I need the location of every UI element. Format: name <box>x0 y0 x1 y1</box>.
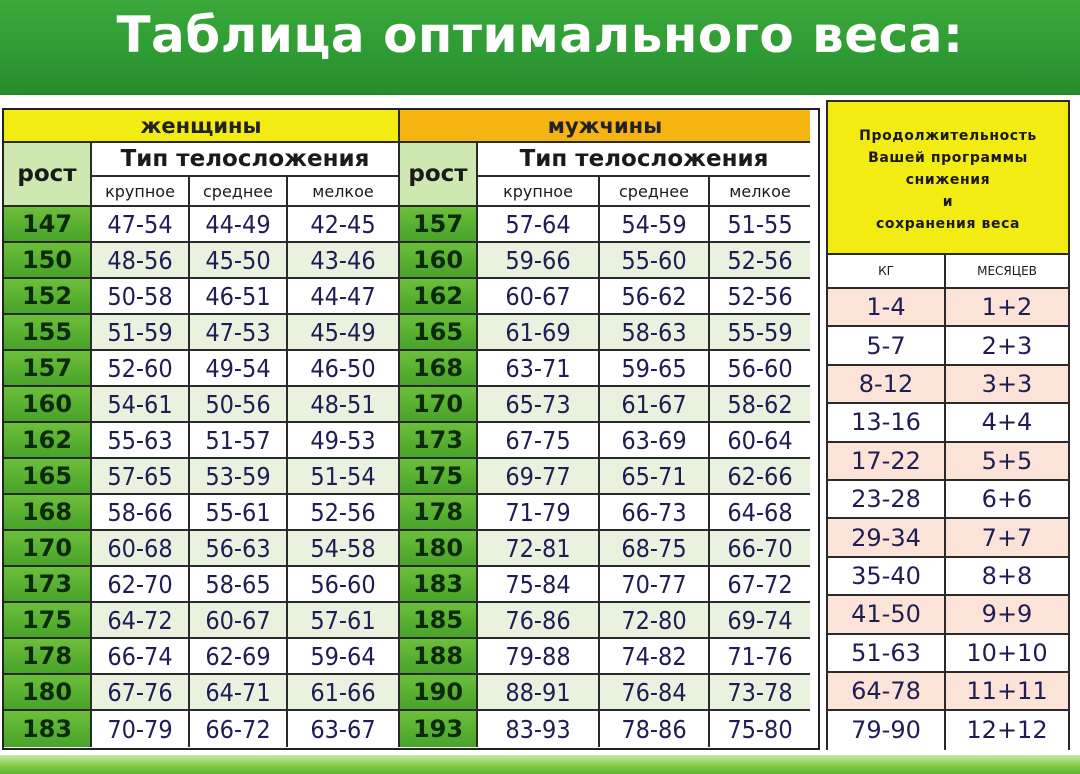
women-weight-cell: 44-47 <box>288 279 400 315</box>
women-height-header: рост <box>4 143 92 207</box>
women-weight-cell: 53-59 <box>190 459 288 495</box>
women-weight-cell: 64-72 <box>92 603 190 639</box>
women-weight-cell: 57-65 <box>92 459 190 495</box>
women-height-cell: 175 <box>4 603 92 639</box>
women-height-cell: 157 <box>4 351 92 387</box>
women-weight-cell: 52-60 <box>92 351 190 387</box>
program-months-cell: 6+6 <box>946 481 1068 519</box>
men-height-cell: 188 <box>400 639 478 675</box>
men-weight-cell: 52-56 <box>710 279 810 315</box>
months-column-header: МЕСЯЦЕВ <box>946 255 1068 289</box>
program-kg-cell: 17-22 <box>828 443 946 481</box>
men-weight-cell: 71-79 <box>478 495 600 531</box>
women-weight-cell: 50-58 <box>92 279 190 315</box>
men-weight-cell: 65-73 <box>478 387 600 423</box>
men-height-cell: 193 <box>400 711 478 747</box>
men-weight-cell: 54-59 <box>600 207 710 243</box>
men-weight-cell: 57-64 <box>478 207 600 243</box>
men-weight-cell: 65-71 <box>600 459 710 495</box>
men-height-cell: 165 <box>400 315 478 351</box>
men-height-cell: 183 <box>400 567 478 603</box>
women-height-cell: 160 <box>4 387 92 423</box>
program-kg-cell: 5-7 <box>828 327 946 365</box>
men-weight-cell: 71-76 <box>710 639 810 675</box>
women-weight-cell: 45-49 <box>288 315 400 351</box>
program-kg-cell: 35-40 <box>828 558 946 596</box>
program-kg-cell: 64-78 <box>828 673 946 711</box>
men-height-header: рост <box>400 143 478 207</box>
women-height-cell: 162 <box>4 423 92 459</box>
women-weight-cell: 70-79 <box>92 711 190 747</box>
men-weight-cell: 59-65 <box>600 351 710 387</box>
program-title-line: снижения <box>905 171 991 188</box>
women-weight-cell: 51-57 <box>190 423 288 459</box>
men-height-cell: 160 <box>400 243 478 279</box>
women-weight-cell: 61-66 <box>288 675 400 711</box>
program-kg-cell: 51-63 <box>828 635 946 673</box>
women-weight-cell: 56-60 <box>288 567 400 603</box>
women-height-cell: 147 <box>4 207 92 243</box>
program-kg-cell: 41-50 <box>828 596 946 634</box>
men-build-label: среднее <box>600 177 710 207</box>
men-height-cell: 190 <box>400 675 478 711</box>
men-height-cell: 168 <box>400 351 478 387</box>
women-weight-cell: 54-61 <box>92 387 190 423</box>
women-weight-cell: 58-65 <box>190 567 288 603</box>
women-height-cell: 173 <box>4 567 92 603</box>
women-weight-cell: 51-54 <box>288 459 400 495</box>
program-months-cell: 9+9 <box>946 596 1068 634</box>
men-build-label: мелкое <box>710 177 810 207</box>
women-height-cell: 150 <box>4 243 92 279</box>
men-weight-cell: 61-67 <box>600 387 710 423</box>
men-weight-cell: 67-75 <box>478 423 600 459</box>
women-weight-cell: 52-56 <box>288 495 400 531</box>
program-months-cell: 11+11 <box>946 673 1068 711</box>
men-weight-cell: 70-77 <box>600 567 710 603</box>
men-weight-cell: 75-84 <box>478 567 600 603</box>
program-months-cell: 5+5 <box>946 443 1068 481</box>
program-kg-cell: 29-34 <box>828 519 946 557</box>
program-kg-cell: 23-28 <box>828 481 946 519</box>
men-weight-cell: 55-59 <box>710 315 810 351</box>
women-weight-cell: 46-51 <box>190 279 288 315</box>
men-weight-cell: 68-75 <box>600 531 710 567</box>
program-title-line: Вашей программы <box>868 149 1028 166</box>
program-months-cell: 8+8 <box>946 558 1068 596</box>
women-weight-cell: 59-64 <box>288 639 400 675</box>
men-weight-cell: 66-73 <box>600 495 710 531</box>
men-weight-cell: 72-80 <box>600 603 710 639</box>
women-header: женщины <box>4 110 400 143</box>
women-height-cell: 180 <box>4 675 92 711</box>
men-weight-cell: 52-56 <box>710 243 810 279</box>
women-weight-cell: 55-63 <box>92 423 190 459</box>
women-weight-cell: 50-56 <box>190 387 288 423</box>
men-weight-cell: 66-70 <box>710 531 810 567</box>
men-height-cell: 162 <box>400 279 478 315</box>
men-weight-cell: 58-63 <box>600 315 710 351</box>
women-build-label: мелкое <box>288 177 400 207</box>
men-weight-cell: 69-74 <box>710 603 810 639</box>
men-weight-cell: 64-68 <box>710 495 810 531</box>
women-weight-cell: 47-53 <box>190 315 288 351</box>
women-weight-cell: 56-63 <box>190 531 288 567</box>
page-title: Таблица оптимального веса: <box>116 6 964 64</box>
men-weight-cell: 76-86 <box>478 603 600 639</box>
women-weight-cell: 60-68 <box>92 531 190 567</box>
men-weight-cell: 56-62 <box>600 279 710 315</box>
men-height-cell: 178 <box>400 495 478 531</box>
men-height-cell: 175 <box>400 459 478 495</box>
men-weight-cell: 73-78 <box>710 675 810 711</box>
program-title-line: Продолжительность <box>859 127 1037 144</box>
women-height-cell: 152 <box>4 279 92 315</box>
men-weight-cell: 67-72 <box>710 567 810 603</box>
men-weight-cell: 83-93 <box>478 711 600 747</box>
program-months-cell: 10+10 <box>946 635 1068 673</box>
program-months-cell: 2+3 <box>946 327 1068 365</box>
men-header: мужчины <box>400 110 810 143</box>
men-weight-cell: 74-82 <box>600 639 710 675</box>
men-weight-cell: 62-66 <box>710 459 810 495</box>
women-weight-cell: 62-70 <box>92 567 190 603</box>
men-build-label: крупное <box>478 177 600 207</box>
program-duration-table <box>826 100 1070 750</box>
women-weight-cell: 64-71 <box>190 675 288 711</box>
footer-stripe <box>0 755 1080 774</box>
women-weight-cell: 55-61 <box>190 495 288 531</box>
women-weight-cell: 42-45 <box>288 207 400 243</box>
program-months-cell: 12+12 <box>946 711 1068 749</box>
women-weight-cell: 57-61 <box>288 603 400 639</box>
program-kg-cell: 1-4 <box>828 289 946 327</box>
title-banner <box>0 0 1080 95</box>
women-weight-cell: 44-49 <box>190 207 288 243</box>
men-weight-cell: 76-84 <box>600 675 710 711</box>
program-title <box>828 102 1068 255</box>
women-height-cell: 183 <box>4 711 92 747</box>
program-title-line: сохранения веса <box>875 215 1021 232</box>
women-weight-cell: 58-66 <box>92 495 190 531</box>
men-height-cell: 170 <box>400 387 478 423</box>
men-weight-cell: 58-62 <box>710 387 810 423</box>
women-height-cell: 178 <box>4 639 92 675</box>
men-weight-cell: 59-66 <box>478 243 600 279</box>
men-weight-cell: 69-77 <box>478 459 600 495</box>
program-months-cell: 4+4 <box>946 404 1068 442</box>
women-weight-cell: 43-46 <box>288 243 400 279</box>
men-weight-cell: 75-80 <box>710 711 810 747</box>
kg-column-header: КГ <box>828 255 946 289</box>
men-weight-cell: 78-86 <box>600 711 710 747</box>
women-height-cell: 165 <box>4 459 92 495</box>
men-weight-cell: 63-69 <box>600 423 710 459</box>
program-months-cell: 1+2 <box>946 289 1068 327</box>
women-build-label: среднее <box>190 177 288 207</box>
men-weight-cell: 79-88 <box>478 639 600 675</box>
program-kg-cell: 13-16 <box>828 404 946 442</box>
women-weight-cell: 62-69 <box>190 639 288 675</box>
men-weight-cell: 72-81 <box>478 531 600 567</box>
women-weight-cell: 49-54 <box>190 351 288 387</box>
women-build-label: крупное <box>92 177 190 207</box>
women-weight-cell: 47-54 <box>92 207 190 243</box>
men-height-cell: 180 <box>400 531 478 567</box>
men-weight-cell: 61-69 <box>478 315 600 351</box>
men-weight-cell: 55-60 <box>600 243 710 279</box>
women-weight-cell: 48-56 <box>92 243 190 279</box>
women-weight-cell: 60-67 <box>190 603 288 639</box>
men-weight-cell: 56-60 <box>710 351 810 387</box>
program-title-line: и <box>942 193 954 210</box>
women-weight-cell: 45-50 <box>190 243 288 279</box>
women-height-cell: 155 <box>4 315 92 351</box>
women-weight-cell: 66-74 <box>92 639 190 675</box>
women-weight-cell: 48-51 <box>288 387 400 423</box>
men-height-cell: 157 <box>400 207 478 243</box>
women-height-cell: 168 <box>4 495 92 531</box>
women-weight-cell: 66-72 <box>190 711 288 747</box>
women-weight-cell: 54-58 <box>288 531 400 567</box>
women-weight-cell: 46-50 <box>288 351 400 387</box>
women-weight-cell: 49-53 <box>288 423 400 459</box>
men-weight-cell: 51-55 <box>710 207 810 243</box>
men-weight-cell: 63-71 <box>478 351 600 387</box>
program-months-cell: 7+7 <box>946 519 1068 557</box>
women-height-cell: 170 <box>4 531 92 567</box>
women-weight-cell: 63-67 <box>288 711 400 747</box>
men-weight-cell: 88-91 <box>478 675 600 711</box>
men-height-cell: 185 <box>400 603 478 639</box>
women-weight-cell: 67-76 <box>92 675 190 711</box>
program-kg-cell: 8-12 <box>828 366 946 404</box>
men-build-type-header: Тип телосложения <box>478 143 810 177</box>
women-build-type-header: Тип телосложения <box>92 143 400 177</box>
weight-table <box>2 108 820 750</box>
men-height-cell: 173 <box>400 423 478 459</box>
program-kg-cell: 79-90 <box>828 711 946 749</box>
program-months-cell: 3+3 <box>946 366 1068 404</box>
men-weight-cell: 60-64 <box>710 423 810 459</box>
men-weight-cell: 60-67 <box>478 279 600 315</box>
women-weight-cell: 51-59 <box>92 315 190 351</box>
